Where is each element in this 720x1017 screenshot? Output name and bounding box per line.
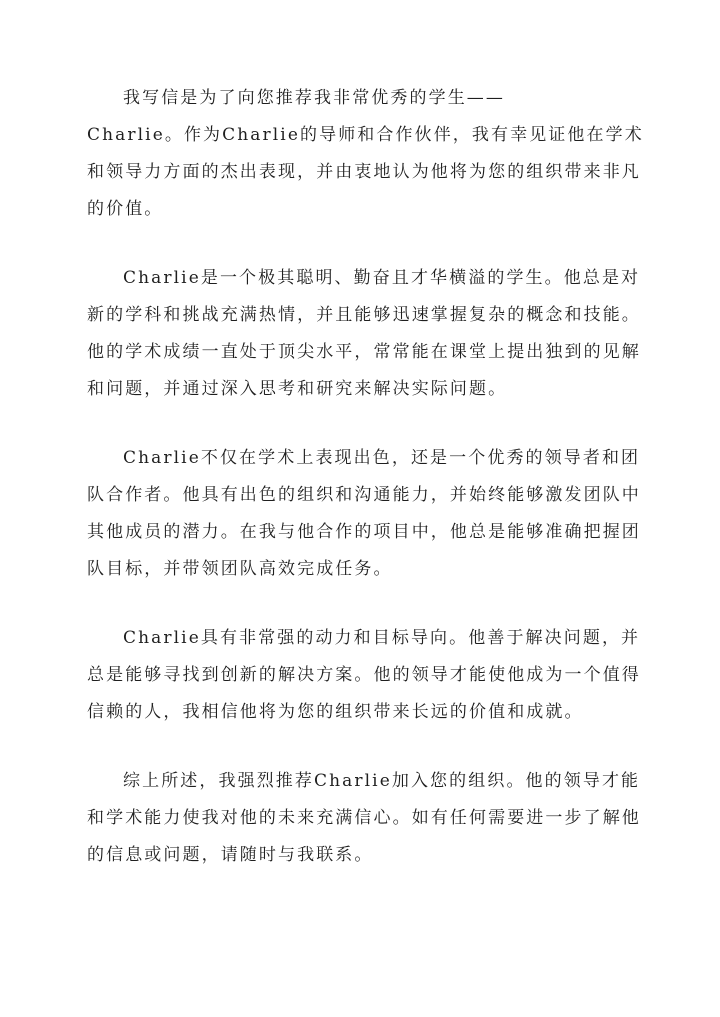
paragraph-motivation (87, 620, 641, 731)
paragraph-intro (87, 80, 644, 228)
text-line: 和领导力方面的杰出表现，并由衷地认为他将为您的组织带来非凡 (87, 162, 641, 182)
text-line: Charlie具有非常强的动力和目标导向。他善于解决问题，并 (123, 628, 641, 648)
text-line: Charlie是一个极其聪明、勤奋且才华横溢的学生。他总是对 (123, 268, 641, 288)
text-line: 其他成员的潜力。在我与他合作的项目中，他总是能够准确把握团 (87, 522, 641, 542)
text-line: 和问题，并通过深入思考和研究来解决实际问题。 (87, 379, 508, 399)
text-line: Charlie不仅在学术上表现出色，还是一个优秀的领导者和团 (123, 448, 641, 468)
text-line: 新的学科和挑战充满热情，并且能够迅速掌握复杂的概念和技能。 (87, 305, 641, 325)
text-line: Charlie。作为Charlie的导师和合作伙伴，我有幸见证他在学术 (87, 125, 644, 145)
text-line: 的信息或问题，请随时与我联系。 (87, 845, 374, 865)
text-line: 总是能够寻找到创新的解决方案。他的领导才能使他成为一个值得 (87, 665, 641, 685)
letter-body (87, 80, 644, 874)
text-line: 的价值。 (87, 199, 164, 219)
text-line: 信赖的人，我相信他将为您的组织带来长远的价值和成就。 (87, 702, 584, 722)
paragraph-academic (87, 260, 641, 408)
text-line: 队目标，并带领团队高效完成任务。 (87, 559, 393, 579)
paragraph-leadership (87, 440, 641, 588)
text-line: 他的学术成绩一直处于顶尖水平，常常能在课堂上提出独到的见解 (87, 342, 641, 362)
text-line: 综上所述，我强烈推荐Charlie加入您的组织。他的领导才能 (123, 771, 641, 791)
text-line: 和学术能力使我对他的未来充满信心。如有任何需要进一步了解他 (87, 808, 641, 828)
paragraph-conclusion (87, 763, 641, 874)
text-line: 我写信是为了向您推荐我非常优秀的学生—— (123, 88, 505, 108)
text-line: 队合作者。他具有出色的组织和沟通能力，并始终能够激发团队中 (87, 485, 641, 505)
